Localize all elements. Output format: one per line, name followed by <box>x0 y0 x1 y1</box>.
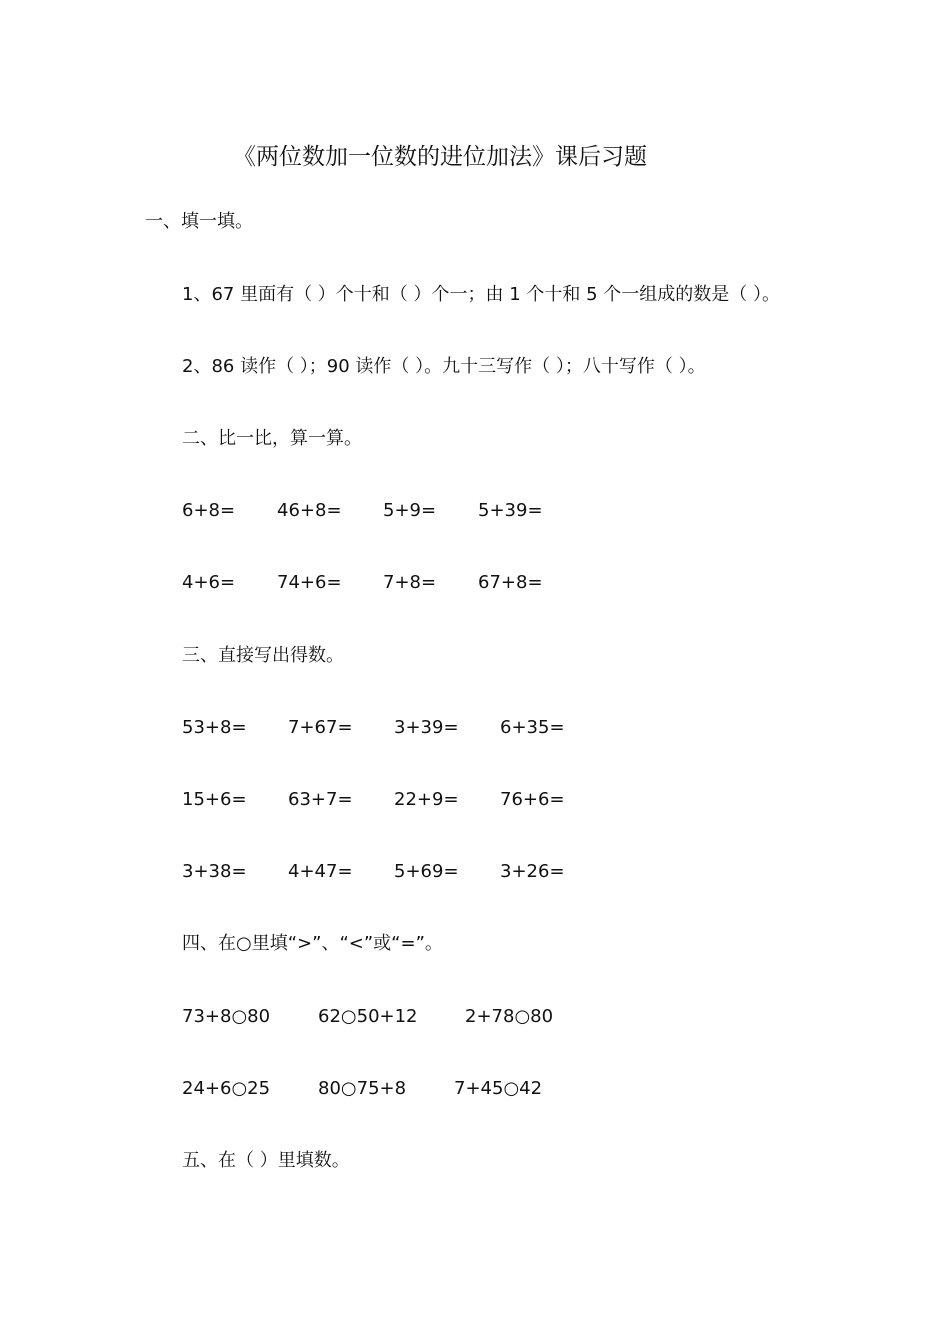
exercise-cell: 4+6= <box>182 572 236 593</box>
section-2-heading: 二、比一比，算一算。 <box>182 428 362 449</box>
exercise-cell: 5+69= <box>394 861 459 882</box>
exercise-cell: 76+6= <box>500 789 565 810</box>
exercise-cell: 3+26= <box>500 861 565 882</box>
section-3-heading: 三、直接写出得数。 <box>182 645 344 666</box>
exercise-cell: 7+67= <box>288 717 353 738</box>
comparison-cell: 24+6○25 <box>182 1078 271 1099</box>
comparison-cell: 2+78○80 <box>465 1006 554 1027</box>
question-2: 2、86 读作（ ）；90 读作（ ）。九十三写作（ ）；八十写作（ ）。 <box>182 356 706 377</box>
exercise-cell: 7+8= <box>383 572 437 593</box>
exercise-cell: 63+7= <box>288 789 353 810</box>
exercise-cell: 15+6= <box>182 789 247 810</box>
exercise-cell: 6+8= <box>182 500 236 521</box>
comparison-cell: 62○50+12 <box>318 1006 418 1027</box>
exercise-cell: 22+9= <box>394 789 459 810</box>
exercise-cell: 3+39= <box>394 717 459 738</box>
comparison-cell: 73+8○80 <box>182 1006 271 1027</box>
exercise-cell: 6+35= <box>500 717 565 738</box>
comparison-cell: 80○75+8 <box>318 1078 407 1099</box>
section-5-heading: 五、在（ ）里填数。 <box>182 1150 350 1171</box>
section-1-heading: 一、填一填。 <box>145 211 253 232</box>
section-4-heading: 四、在○里填“>”、“<”或“=”。 <box>182 933 443 954</box>
exercise-cell: 53+8= <box>182 717 247 738</box>
exercise-cell: 46+8= <box>277 500 342 521</box>
comparison-cell: 7+45○42 <box>454 1078 543 1099</box>
question-1: 1、67 里面有（ ）个十和（ ）个一；由 1 个十和 5 个一组成的数是（ ）。 <box>182 284 781 305</box>
exercise-cell: 4+47= <box>288 861 353 882</box>
exercise-cell: 67+8= <box>478 572 543 593</box>
exercise-cell: 74+6= <box>277 572 342 593</box>
exercise-cell: 5+9= <box>383 500 437 521</box>
page-title: 《两位数加一位数的进位加法》课后习题 <box>233 144 647 170</box>
exercise-cell: 3+38= <box>182 861 247 882</box>
exercise-cell: 5+39= <box>478 500 543 521</box>
